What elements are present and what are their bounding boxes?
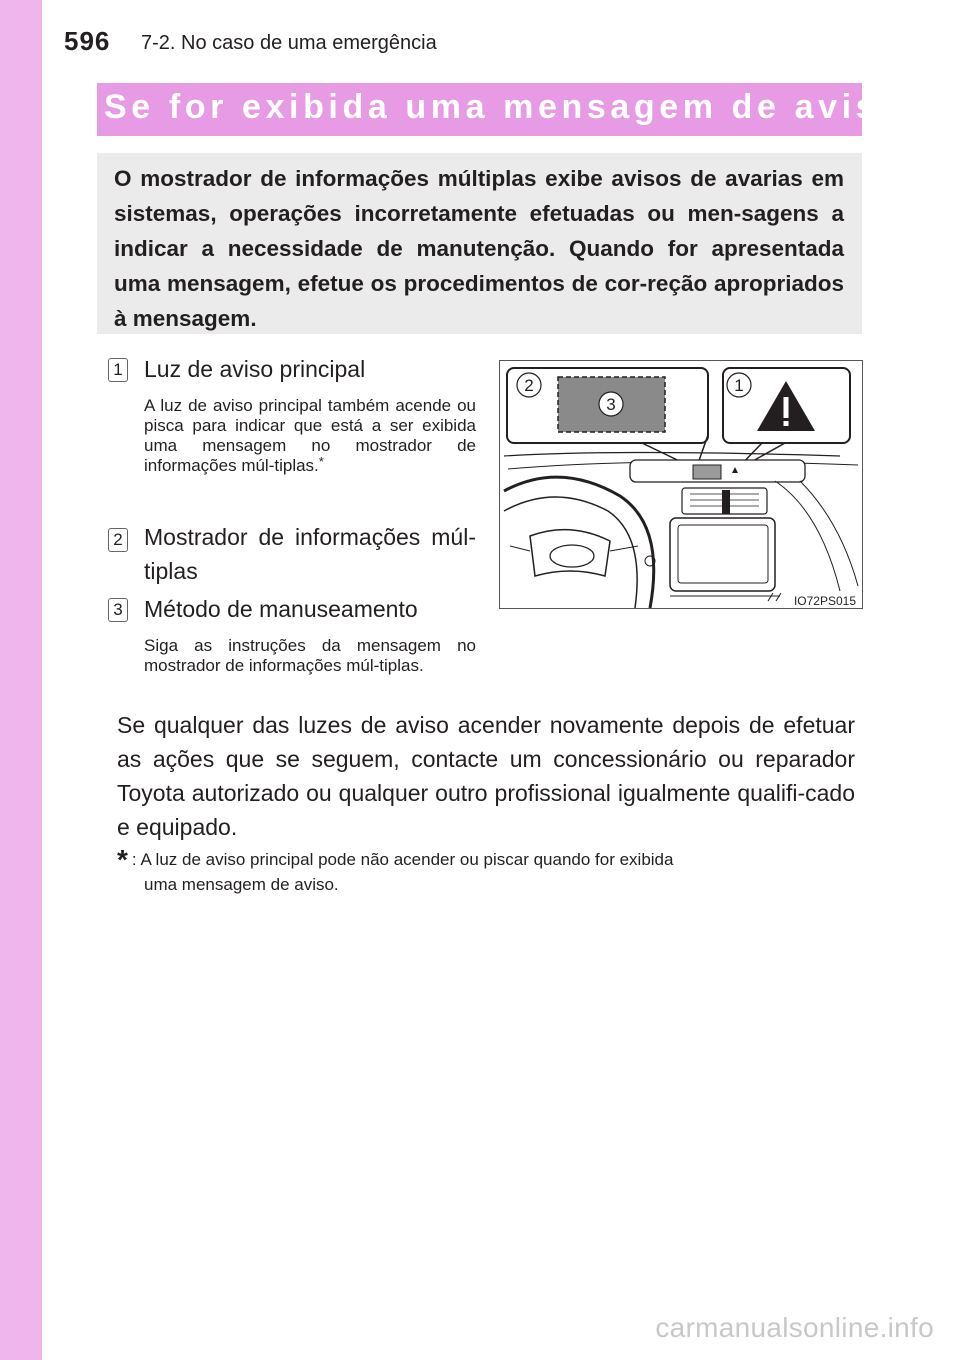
item-description-1-text: A luz de aviso principal também acende ou pisca para indicar que está a ser exibida uma mensagem no mostrador de informações múl-tiplas. (144, 396, 476, 475)
intro-text: O mostrador de informações múltiplas exibe avisos de avarias em sistemas, operações incorretamente efetuadas ou men-sagens a indicar a necessidade de manutenção. Quando for apresentada uma mensagem, efetue os procedimentos de cor-reção apropriados à mensagem. (114, 166, 844, 331)
dashboard-illustration (499, 360, 863, 609)
section-title: Se for exibida uma mensagem de aviso (104, 88, 905, 126)
site-watermark: carmanualsonline.info (655, 1312, 934, 1343)
footnote (117, 843, 855, 897)
item-number-3: 3 (108, 598, 128, 622)
chapter-title: 7-2. No caso de uma emergência (141, 32, 437, 54)
item-label-2: Mostrador de informações múl-tiplas (144, 524, 476, 584)
item-number-2: 2 (108, 528, 128, 552)
footnote-text-line2: uma mensagem de aviso. (144, 875, 339, 894)
item-label-1: Luz de aviso principal (144, 356, 366, 382)
callout-number-3: 3 (606, 395, 616, 414)
footnote-separator: : (131, 850, 137, 869)
item-number-1: 1 (108, 358, 128, 382)
callout-number-1: 1 (734, 376, 744, 395)
page-number: 596 (64, 26, 111, 56)
callout-number-2: 2 (524, 376, 534, 395)
item-description-1 (144, 396, 476, 476)
footnote-mark: * (117, 844, 128, 875)
footnote-text-line1: A luz de aviso principal pode não acender ou piscar quando for exibida (140, 850, 674, 869)
item-description-3: Siga as instruções da mensagem no mostrador de informações múl-tiplas. (144, 636, 476, 675)
figure-code: IO72PS015 (793, 594, 856, 608)
body-paragraph: Se qualquer das luzes de aviso acender novamente depois de efetuar as ações que se seguem, contacte um concessionário ou reparador Toyota autorizado ou qualquer outro profissional igualmente qualifi-cado e equipado. (117, 712, 855, 840)
side-tab-strip (0, 0, 42, 1360)
footnote-reference-mark: * (318, 454, 324, 469)
item-label-3: Método de manuseamento (144, 596, 418, 622)
